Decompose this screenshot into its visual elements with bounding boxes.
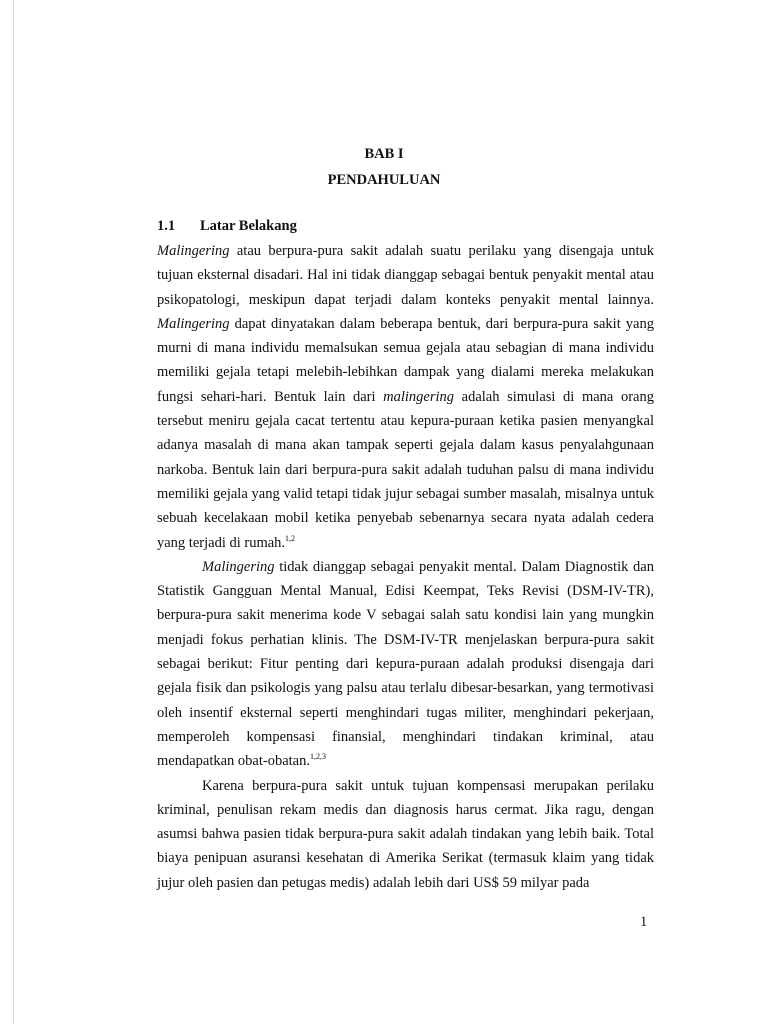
body-text xyxy=(157,239,654,895)
paragraph-2: Malingering tidak dianggap sebagai penyakit mental. Dalam Diagnostik dan Statistik Gangguan Mental Manual, Edisi Keempat, Teks Revisi (DSM-IV-TR), berpura-pura sakit menerima kode V sebagai salah satu kondisi lain yang mungkin menjadi fokus perhatian klinis. The DSM-IV-TR menjelaskan berpura-pura sakit sebagai berikut: Fitur penting dari kepura-puraan adalah produksi disengaja dari gejala fisik dan psikologis yang palsu atau terlalu dibesar-besarkan, yang termotivasi oleh insentif eksternal seperti menghindari tugas militer, menghindari pekerjaan, memperoleh kompensasi finansial, menghindari tindakan kriminal, atau mendapatkan obat-obatan.$^{1,2,3}$ xyxy=(157,558,654,770)
italic-term: Malingering xyxy=(202,558,275,575)
chapter-label: BAB I xyxy=(364,146,404,162)
section-title: Latar Belakang xyxy=(200,218,297,234)
paragraph-3: Karena berpura-pura sakit untuk tujuan kompensasi merupakan perilaku kriminal, penulisan rekam medis dan diagnosis harus cermat. Jika ragu, dengan asumsi bahwa pasien tidak berpura-pura sakit adalah tindakan yang lebih baik. Total biaya penipuan asuransi kesehatan di Amerika Serikat (termasuk klaim yang tidak jujur oleh pasien dan petugas medis) adalah lebih dari US$ 59 milyar pada xyxy=(157,777,654,891)
section-heading xyxy=(157,218,297,235)
italic-term: Malingering xyxy=(157,243,230,259)
page-number: 1 xyxy=(640,914,648,930)
citation: 1,2,3 xyxy=(310,752,326,762)
paragraph-1: Malingering atau berpura-pura sakit adalah suatu perilaku yang disengaja untuk tujuan eksternal disadari. Hal ini tidak dianggap sebagai bentuk penyakit mental atau psikopatologi, meskipun dapat terjadi dalam konteks penyakit mental lainnya. Malingering dapat dinyatakan dalam beberapa bentuk, dari berpura-pura sakit yang murni di mana individu memalsukan semua gejala atau sebagian di mana individu memiliki gejala tetapi melebih-lebihkan dampak yang dialami mereka melakukan fungsi sehari-hari. Bentuk lain dari malingering adalah simulasi di mana orang tersebut meniru gejala cacat tertentu atau kepura-puraan ketika pasien menyangkal adanya masalah di mana akan tampak seperti gejala dalam kasus penyalahgunaan narkoba. Bentuk lain dari berpura-pura sakit adalah tuduhan palsu di mana individu memiliki gejala yang valid tetapi tidak jujur sebagai sumber masalah, misalnya untuk sebuah kecelakaan mobil ketika penyebab sebenarnya secara nyata adalah cedera yang terjadi di rumah.$^{1,2}$ xyxy=(157,243,654,551)
chapter-title: PENDAHULUAN xyxy=(327,172,441,188)
citation: 1,2 xyxy=(285,533,296,543)
italic-term: Malingering xyxy=(157,315,230,332)
section-number: 1.1 xyxy=(157,218,176,234)
italic-term: malingering xyxy=(383,388,455,405)
